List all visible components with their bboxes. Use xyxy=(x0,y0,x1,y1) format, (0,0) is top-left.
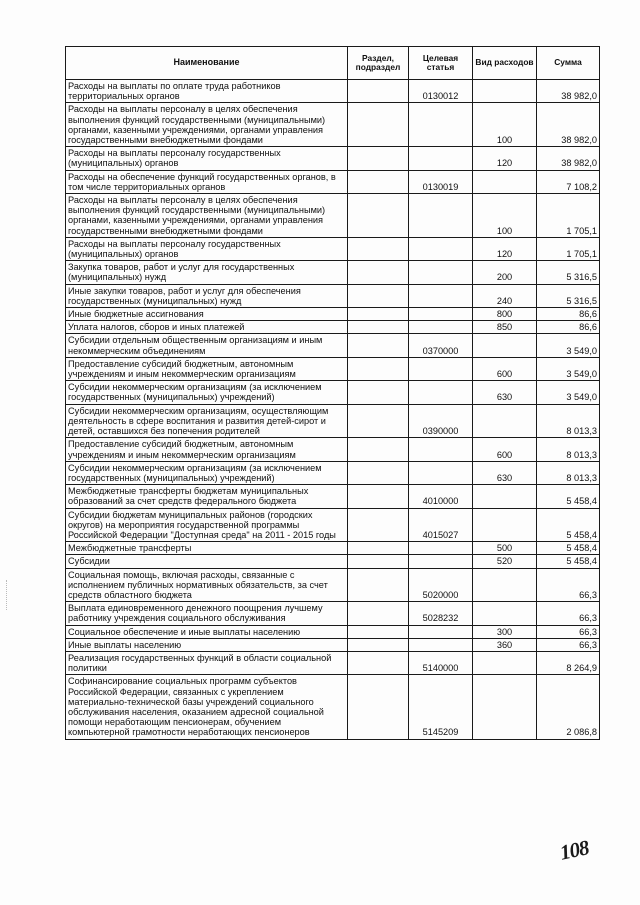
table-row xyxy=(66,485,600,508)
table-row xyxy=(66,675,600,739)
row-sum-cell: 38 982,0 xyxy=(537,147,600,170)
row-target-cell: 5140000 xyxy=(409,651,473,674)
row-target-cell xyxy=(409,284,473,307)
row-section-cell xyxy=(348,638,409,651)
row-name-cell: Закупка товаров, работ и услуг для государственных (муниципальных) нужд xyxy=(66,261,348,284)
row-kind-cell: 120 xyxy=(473,237,537,260)
table-row xyxy=(66,625,600,638)
row-kind-cell xyxy=(473,80,537,103)
row-name-cell: Социальное обеспечение и иные выплаты населению xyxy=(66,625,348,638)
row-sum-cell: 3 549,0 xyxy=(537,334,600,357)
row-kind-cell xyxy=(473,602,537,625)
row-name-cell: Предоставление субсидий бюджетным, автономным учреждениям и иным некоммерческим организациям xyxy=(66,438,348,461)
row-section-cell xyxy=(348,508,409,542)
row-name-cell: Межбюджетные трансферты бюджетам муниципальных образований за счет средств федерального бюджета xyxy=(66,485,348,508)
row-kind-cell xyxy=(473,508,537,542)
row-target-cell xyxy=(409,321,473,334)
row-kind-cell xyxy=(473,485,537,508)
row-sum-cell: 8 013,3 xyxy=(537,461,600,484)
row-name-cell: Расходы на выплаты персоналу в целях обеспечения выполнения функций государственными (муниципальными) органами, казенными учреждениями, органами управления государственными внебюджетными фондами xyxy=(66,194,348,238)
row-sum-cell: 66,3 xyxy=(537,602,600,625)
row-section-cell xyxy=(348,194,409,238)
table-row xyxy=(66,261,600,284)
row-section-cell xyxy=(348,404,409,438)
row-sum-cell: 3 549,0 xyxy=(537,381,600,404)
row-sum-cell: 5 316,5 xyxy=(537,284,600,307)
row-name-cell: Межбюджетные трансферты xyxy=(66,542,348,555)
table-row xyxy=(66,334,600,357)
row-target-cell xyxy=(409,461,473,484)
row-kind-cell: 360 xyxy=(473,638,537,651)
row-target-cell xyxy=(409,357,473,380)
row-section-cell xyxy=(348,568,409,602)
table-row xyxy=(66,404,600,438)
row-kind-cell: 300 xyxy=(473,625,537,638)
table-body xyxy=(66,80,600,740)
row-kind-cell: 500 xyxy=(473,542,537,555)
row-section-cell xyxy=(348,147,409,170)
row-section-cell xyxy=(348,485,409,508)
row-section-cell xyxy=(348,438,409,461)
row-section-cell xyxy=(348,80,409,103)
row-kind-cell: 600 xyxy=(473,357,537,380)
table-row xyxy=(66,170,600,193)
row-sum-cell: 5 458,4 xyxy=(537,542,600,555)
row-kind-cell: 520 xyxy=(473,555,537,568)
row-sum-cell: 2 086,8 xyxy=(537,675,600,739)
row-target-cell xyxy=(409,542,473,555)
row-target-cell xyxy=(409,381,473,404)
row-sum-cell: 3 549,0 xyxy=(537,357,600,380)
row-kind-cell: 120 xyxy=(473,147,537,170)
row-section-cell xyxy=(348,651,409,674)
table-row xyxy=(66,508,600,542)
row-sum-cell: 8 013,3 xyxy=(537,404,600,438)
row-sum-cell: 8 013,3 xyxy=(537,438,600,461)
row-sum-cell: 38 982,0 xyxy=(537,103,600,147)
row-target-cell: 5020000 xyxy=(409,568,473,602)
table-row xyxy=(66,357,600,380)
row-kind-cell: 850 xyxy=(473,321,537,334)
column-header-target: Целевая статья xyxy=(409,47,473,80)
row-section-cell xyxy=(348,555,409,568)
row-name-cell: Субсидии xyxy=(66,555,348,568)
row-sum-cell: 5 458,4 xyxy=(537,555,600,568)
table-row xyxy=(66,381,600,404)
row-sum-cell: 86,6 xyxy=(537,321,600,334)
table-row xyxy=(66,638,600,651)
column-header-kind: Вид расходов xyxy=(473,47,537,80)
row-section-cell xyxy=(348,170,409,193)
table-row xyxy=(66,438,600,461)
column-header-sum: Сумма xyxy=(537,47,600,80)
row-target-cell: 0390000 xyxy=(409,404,473,438)
row-kind-cell: 100 xyxy=(473,103,537,147)
row-section-cell xyxy=(348,675,409,739)
table-row xyxy=(66,555,600,568)
row-sum-cell: 5 316,5 xyxy=(537,261,600,284)
row-name-cell: Расходы на выплаты персоналу государственных (муниципальных) органов xyxy=(66,147,348,170)
row-name-cell: Выплата единовременного денежного поощрения лучшему работнику учреждения социального обслуживания xyxy=(66,602,348,625)
row-target-cell: 0370000 xyxy=(409,334,473,357)
table-row xyxy=(66,568,600,602)
row-name-cell: Расходы на выплаты по оплате труда работников территориальных органов xyxy=(66,80,348,103)
row-name-cell: Софинансирование социальных программ субъектов Российской Федерации, связанных с укреплением материально-технической базы учреждений социального обслуживания населения, оказанием адресной социальной помощи неработающим пенсионерам, обучением компьютерной грамотности неработающих пенсионеров xyxy=(66,675,348,739)
row-sum-cell: 7 108,2 xyxy=(537,170,600,193)
row-name-cell: Субсидии отдельным общественным организациям и иным некоммерческим объединениям xyxy=(66,334,348,357)
column-header-section: Раздел, подраздел xyxy=(348,47,409,80)
table-row xyxy=(66,651,600,674)
row-sum-cell: 38 982,0 xyxy=(537,80,600,103)
handwritten-page-number: 108 xyxy=(557,835,591,865)
row-section-cell xyxy=(348,321,409,334)
row-kind-cell: 630 xyxy=(473,381,537,404)
table-row xyxy=(66,237,600,260)
row-target-cell xyxy=(409,638,473,651)
row-kind-cell xyxy=(473,675,537,739)
row-name-cell: Иные бюджетные ассигнования xyxy=(66,308,348,321)
row-sum-cell: 1 705,1 xyxy=(537,237,600,260)
row-name-cell: Уплата налогов, сборов и иных платежей xyxy=(66,321,348,334)
row-target-cell: 0130012 xyxy=(409,80,473,103)
row-section-cell xyxy=(348,308,409,321)
row-name-cell: Реализация государственных функций в области социальной политики xyxy=(66,651,348,674)
row-target-cell: 0130019 xyxy=(409,170,473,193)
row-target-cell xyxy=(409,237,473,260)
row-name-cell: Социальная помощь, включая расходы, связанные с исполнением публичных нормативных обязательств, за счет средств областного бюджета xyxy=(66,568,348,602)
table-row xyxy=(66,602,600,625)
row-kind-cell xyxy=(473,651,537,674)
row-target-cell xyxy=(409,438,473,461)
row-section-cell xyxy=(348,261,409,284)
row-kind-cell: 600 xyxy=(473,438,537,461)
row-name-cell: Субсидии некоммерческим организациям, осуществляющим деятельность в сфере воспитания и развития детей-сирот и детей, оставшихся без попечения родителей xyxy=(66,404,348,438)
row-name-cell: Предоставление субсидий бюджетным, автономным учреждениям и иным некоммерческим организациям xyxy=(66,357,348,380)
row-kind-cell xyxy=(473,568,537,602)
row-target-cell xyxy=(409,103,473,147)
row-section-cell xyxy=(348,461,409,484)
row-sum-cell: 66,3 xyxy=(537,638,600,651)
table-header-row xyxy=(66,47,600,80)
row-section-cell xyxy=(348,334,409,357)
row-sum-cell: 8 264,9 xyxy=(537,651,600,674)
row-name-cell: Иные выплаты населению xyxy=(66,638,348,651)
row-sum-cell: 66,3 xyxy=(537,568,600,602)
row-target-cell xyxy=(409,147,473,170)
row-section-cell xyxy=(348,381,409,404)
row-name-cell: Расходы на выплаты персоналу в целях обеспечения выполнения функций государственными (муниципальными) органами, казенными учреждениями, органами управления государственными внебюджетными фондами xyxy=(66,103,348,147)
row-name-cell: Субсидии некоммерческим организациям (за исключением государственных (муниципальных) учреждений) xyxy=(66,461,348,484)
table-row xyxy=(66,542,600,555)
column-header-name: Наименование xyxy=(66,47,348,80)
row-kind-cell xyxy=(473,334,537,357)
row-kind-cell: 630 xyxy=(473,461,537,484)
row-section-cell xyxy=(348,602,409,625)
table-row xyxy=(66,308,600,321)
budget-table xyxy=(65,46,600,740)
row-name-cell: Субсидии бюджетам муниципальных районов (городских округов) на мероприятия государственной программы Российской Федерации "Доступная среда" на 2011 - 2015 годы xyxy=(66,508,348,542)
row-section-cell xyxy=(348,357,409,380)
row-section-cell xyxy=(348,625,409,638)
row-sum-cell: 1 705,1 xyxy=(537,194,600,238)
row-target-cell: 4015027 xyxy=(409,508,473,542)
row-target-cell: 5028232 xyxy=(409,602,473,625)
row-kind-cell: 240 xyxy=(473,284,537,307)
row-sum-cell: 66,3 xyxy=(537,625,600,638)
row-kind-cell: 800 xyxy=(473,308,537,321)
row-kind-cell: 100 xyxy=(473,194,537,238)
row-target-cell: 4010000 xyxy=(409,485,473,508)
scan-margin-mark xyxy=(6,580,8,610)
row-section-cell xyxy=(348,237,409,260)
row-section-cell xyxy=(348,542,409,555)
row-name-cell: Расходы на выплаты персоналу государственных (муниципальных) органов xyxy=(66,237,348,260)
row-name-cell: Иные закупки товаров, работ и услуг для обеспечения государственных (муниципальных) нужд xyxy=(66,284,348,307)
row-target-cell: 5145209 xyxy=(409,675,473,739)
row-name-cell: Субсидии некоммерческим организациям (за исключением государственных (муниципальных) учреждений) xyxy=(66,381,348,404)
row-sum-cell: 5 458,4 xyxy=(537,485,600,508)
row-target-cell xyxy=(409,625,473,638)
table-row xyxy=(66,194,600,238)
table-row xyxy=(66,103,600,147)
table-row xyxy=(66,321,600,334)
row-name-cell: Расходы на обеспечение функций государственных органов, в том числе территориальных органов xyxy=(66,170,348,193)
row-kind-cell xyxy=(473,170,537,193)
table-row xyxy=(66,284,600,307)
row-section-cell xyxy=(348,103,409,147)
row-target-cell xyxy=(409,261,473,284)
table-row xyxy=(66,80,600,103)
row-target-cell xyxy=(409,194,473,238)
row-kind-cell: 200 xyxy=(473,261,537,284)
row-sum-cell: 86,6 xyxy=(537,308,600,321)
row-section-cell xyxy=(348,284,409,307)
table-row xyxy=(66,147,600,170)
row-kind-cell xyxy=(473,404,537,438)
table-row xyxy=(66,461,600,484)
row-sum-cell: 5 458,4 xyxy=(537,508,600,542)
row-target-cell xyxy=(409,555,473,568)
row-target-cell xyxy=(409,308,473,321)
